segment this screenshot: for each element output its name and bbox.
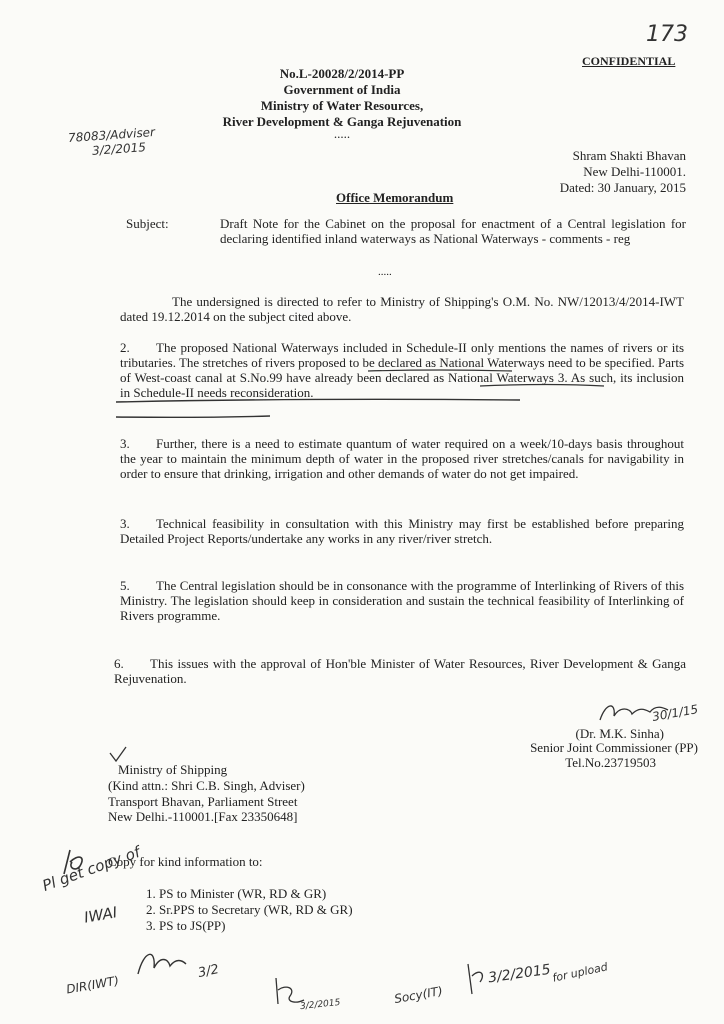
addressee-line-2: (Kind attn.: Shri C.B. Singh, Adviser) <box>108 778 305 793</box>
receipt-note-date: 3/2/2015 <box>91 140 147 158</box>
addressee-line-3: Transport Bhavan, Parliament Street <box>108 794 298 809</box>
paragraph-2-text: The proposed National Waterways included in Schedule-II only mentions the names of rivers or its tributaries. The stretches of rivers proposed to be declared as National Waterways need to be specified. Parts of West-coast canal at S.No.99 have already been declared as National Waterways 3. As such, its inclusion in Schedule-II needs reconsideration. <box>120 340 684 400</box>
paragraph-3-text: Further, there is a need to estimate quantum of water required on a week/10-days basis throughout the year to maintain the minimum depth of water in the proposed river stretches/canals for navigability in order to ensure that drinking, irrigation and other demands of water do not get impaired. <box>120 436 684 481</box>
memo-title: Office Memorandum <box>336 190 454 205</box>
second-signature-date: 3/2/2015 <box>299 997 341 1013</box>
file-number: No.L-20028/2/2014-PP <box>279 66 405 81</box>
ministry-name: Ministry of Water Resources, <box>260 98 424 113</box>
paragraph-6-number: 6. <box>114 656 124 671</box>
subject-text: Draft Note for the Cabinet on the proposal for enactment of a Central legislation for declaring identified inland waterways as National Waterways - comments - reg <box>220 216 686 246</box>
signature-date: 30/1/15 <box>651 702 700 724</box>
copy-to-item-1: 1. PS to Minister (WR, RD & GR) <box>146 886 327 901</box>
paragraph-6-text: This issues with the approval of Hon'ble Minister of Water Resources, River Development & Ganga Rejuvenation. <box>114 656 686 686</box>
paragraph-4 <box>120 516 684 546</box>
paragraph-5-text: The Central legislation should be in consonance with the programme of Interlinking of Rivers of this Ministry. The legislation should keep in consideration and sustain the technical feasibility of Interlinking of Rivers programme. <box>120 578 684 623</box>
addressee-line-4: New Delhi.-110001.[Fax 23350648] <box>108 809 298 824</box>
paragraph-6 <box>114 656 686 686</box>
paragraph-5 <box>120 578 684 623</box>
socy-date: 3/2/2015 <box>487 961 552 987</box>
paragraph-5-number: 5. <box>120 578 130 593</box>
dir-date: 3/2 <box>196 961 221 982</box>
paragraph-1-text: The undersigned is directed to refer to Ministry of Shipping's O.M. No. NW/12013/4/2014-IWT dated 19.12.2014 on the subject cited above. <box>120 294 684 324</box>
govt-name: Government of India <box>283 82 401 97</box>
dir-iwt-note: DIR(IWT) <box>65 973 121 997</box>
paragraph-3-number: 3. <box>120 436 130 451</box>
header-dots: ..... <box>333 126 351 141</box>
paragraph-2-number: 2. <box>120 340 130 355</box>
socy-note: Socy(IT) <box>393 983 444 1007</box>
subject-dots: ..... <box>378 266 392 278</box>
margin-note-line-1: Pl get copy of <box>40 842 143 895</box>
signatory-designation: Senior Joint Commissioner (PP) <box>530 740 698 755</box>
margin-note-line-2: IWAI <box>82 903 119 927</box>
page-number: 173 <box>646 22 688 47</box>
confidential-mark: CONFIDENTIAL <box>582 54 676 68</box>
paragraph-4-text: Technical feasibility in consultation with this Ministry may first be established before preparing Detailed Project Reports/undertake any works in any river/river stretch. <box>120 516 684 546</box>
memo-date: Dated: 30 January, 2015 <box>559 180 686 195</box>
paragraph-2 <box>120 340 684 400</box>
addressee-line-1: Ministry of Shipping <box>118 762 228 777</box>
copy-to-item-3: 3. PS to JS(PP) <box>146 918 226 933</box>
copy-to-item-2: 2. Sr.PPS to Secretary (WR, RD & GR) <box>146 902 353 917</box>
paragraph-1 <box>120 294 684 324</box>
signatory-name: (Dr. M.K. Sinha) <box>575 726 664 741</box>
signatory-tel: Tel.No.23719503 <box>565 755 656 770</box>
address-city: New Delhi-110001. <box>583 164 686 179</box>
department-name: River Development & Ganga Rejuvenation <box>222 114 462 129</box>
copy-to-heading: Copy for kind information to: <box>108 854 263 869</box>
receipt-note-number: 78083/Adviser <box>67 124 156 146</box>
address-building: Shram Shakti Bhavan <box>572 148 686 163</box>
upload-note: for upload <box>551 960 609 985</box>
paragraph-4-number: 3. <box>120 516 130 531</box>
paragraph-3 <box>120 436 684 481</box>
dir-signature-mark <box>134 944 194 978</box>
subject-label: Subject: <box>126 216 169 231</box>
